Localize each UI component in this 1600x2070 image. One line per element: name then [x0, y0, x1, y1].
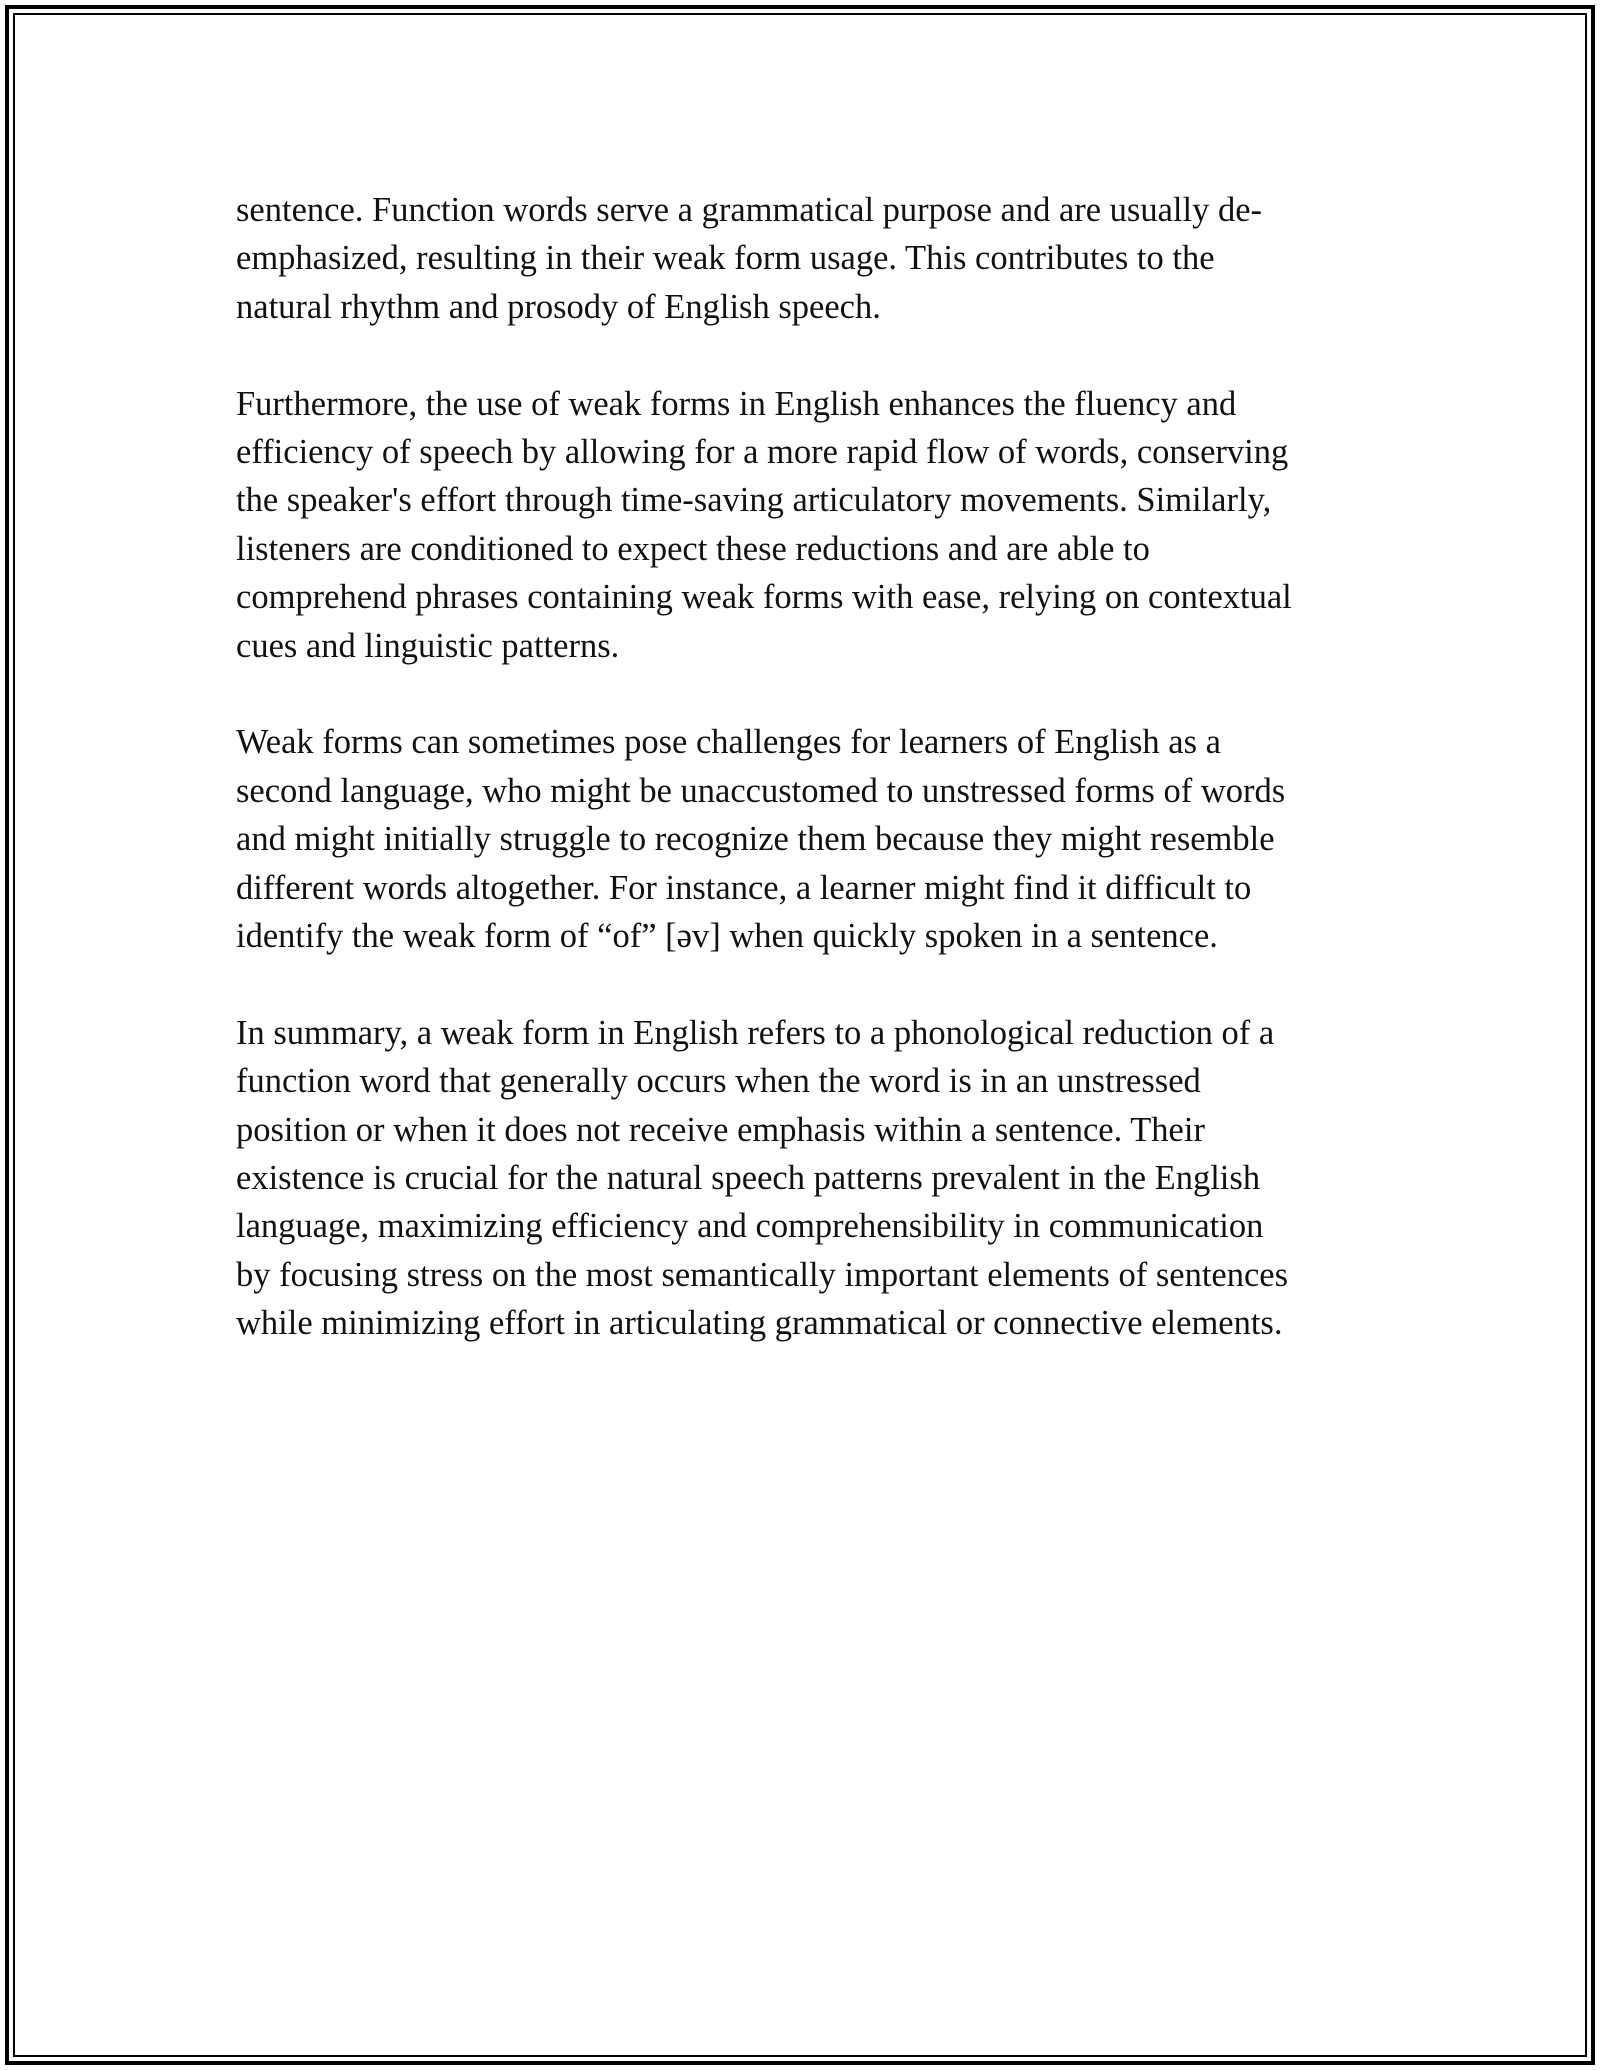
text-line: while minimizing effort in articulating grammatical or connective elements.: [236, 1304, 1283, 1343]
text-line: cues and linguistic patterns.: [236, 626, 620, 665]
text-line: different words altogether. For instance, a learner might find it difficult to: [236, 868, 1252, 907]
text-line: by focusing stress on the most semantically important elements of sentences: [236, 1255, 1289, 1294]
text-line: sentence. Function words serve a grammatical purpose and are usually de-: [236, 191, 1263, 229]
text-line: comprehend phrases containing weak forms with ease, relying on contextual: [236, 578, 1292, 617]
text-line: the speaker's effort through time-saving articulatory movements. Similarly,: [236, 481, 1272, 520]
text-line: In summary, a weak form in English refers to a phonological reduction of a: [236, 1013, 1275, 1052]
text-line: listeners are conditioned to expect these reductions and are able to: [236, 529, 1150, 568]
text-line: efficiency of speech by allowing for a more rapid flow of words, conserving: [236, 433, 1289, 472]
text-line: position or when it does not receive emphasis within a sentence. Their: [236, 1110, 1205, 1149]
text-line: emphasized, resulting in their weak form usage. This contributes to the: [236, 239, 1215, 278]
text-line: existence is crucial for the natural speech patterns prevalent in the English: [236, 1159, 1261, 1198]
text-line: language, maximizing efficiency and comprehensibility in communication: [236, 1207, 1264, 1246]
text-line: identify the weak form of “of” [əv] when quickly spoken in a sentence.: [236, 917, 1218, 956]
document-body: [236, 186, 1366, 1396]
text-line: natural rhythm and prosody of English speech.: [236, 287, 881, 326]
paragraph-3: [236, 718, 1366, 960]
text-line: second language, who might be unaccustomed to unstressed forms of words: [236, 771, 1286, 810]
text-line: Weak forms can sometimes pose challenges for learners of English as a: [236, 723, 1221, 762]
paragraph-4: [236, 1009, 1366, 1348]
text-line: and might initially struggle to recognize them because they might resemble: [236, 820, 1275, 859]
paragraph-2: [236, 380, 1366, 670]
paragraph-1: [236, 186, 1366, 331]
text-line: Furthermore, the use of weak forms in English enhances the fluency and: [236, 384, 1237, 423]
text-line: function word that generally occurs when the word is in an unstressed: [236, 1062, 1201, 1101]
